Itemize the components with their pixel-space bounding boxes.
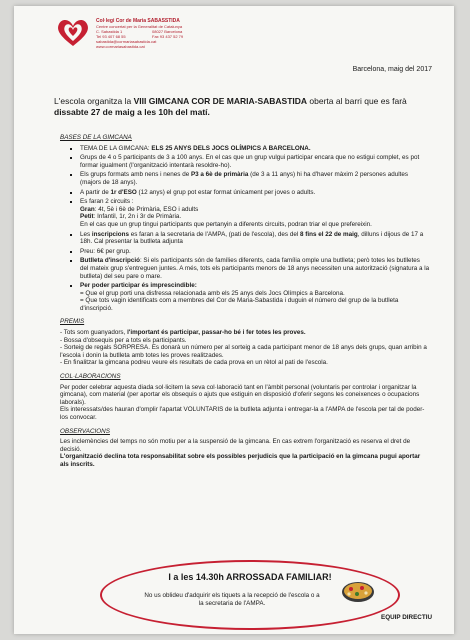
text: Els grups formats amb nens i nenes de	[80, 171, 191, 179]
observ-heading: OBSERVACIONS	[60, 427, 110, 435]
observ-text: Les inclemències del temps no són motiu per a la suspensió de la gimcana. En cas extrem l'organització es reserva el dret de decisió.	[60, 438, 411, 453]
lunch-banner	[100, 560, 400, 630]
text-bold: inscripcions	[91, 230, 129, 238]
text: Les	[80, 230, 92, 238]
letterhead-text	[96, 18, 246, 49]
circuits-note: En el cas que un grup tingui participants que pertanyin a diferents circuits, podran triar el que prefereixin.	[80, 220, 372, 228]
document-page	[14, 6, 454, 634]
website: www.cormariasabastida.cat	[96, 44, 145, 49]
circuit-big-text: : 4t, 5è i 6è de Primària, ESO i adults	[94, 205, 199, 213]
signature: EQUIP DIRECTIU	[381, 614, 432, 621]
address-line-1: C. Sabastida 1	[96, 29, 123, 34]
text: (de 3 a 11 anys) hi ha d'haver màxim 2 persones adultes (majors de 18 anys).	[80, 171, 409, 186]
list-item	[80, 282, 430, 312]
list-item	[80, 189, 430, 197]
list-item: ▪ Preu: 6€ per grup.	[80, 248, 430, 256]
prize-line: - En finalitzar la gimcana podreu veure els resultats de cada prova en un rètol al pati de l'escola.	[60, 359, 328, 367]
intro-paragraph	[54, 96, 424, 118]
email: sabastida@cormariasabastida.cat	[96, 39, 157, 44]
list-item: ▪ Grups de 4 o 5 participants de 3 a 100 anys. En el cas que un grup vulgui participar encara que no estigui complet, es pot formar igualment (l'organització intentarà resoldre-ho).	[80, 154, 430, 169]
prizes-heading: PREMIS	[60, 318, 85, 326]
prize-line	[60, 329, 430, 337]
text-bold: P3 a 6è de primària	[190, 171, 249, 179]
event-date: dissabte 27 de maig a les 10h del matí.	[54, 107, 210, 117]
address-line-2: 08027 Barcelona	[152, 29, 183, 34]
text-bold: l'important és participar, passar-ho bé i fer totes les proves.	[127, 329, 306, 337]
text-bold: 1r d'ESO	[110, 188, 137, 196]
requirement-2: = Que tots vagin identificats com a membres del Cor de Maria-Sabastida i duguin el número del grup de la butlleta d'inscripció.	[80, 297, 399, 312]
event-name: VIII GIMCANA COR DE MARIA-SABASTIDA	[133, 96, 308, 106]
collab-text: Per poder celebrar aquesta diada sol·licitem la seva col·laboració tant en l'àmbit personal (voluntaris per controlar i organitzar la gimcana), com material (per aportar els obsequis o ajuts que estiguin en disposició d'oferir segons les coneixences o ocupacions laborals).	[60, 383, 420, 406]
circuit-big-label: Gran	[80, 205, 95, 213]
circuit-big	[80, 206, 430, 214]
paella-icon	[340, 576, 376, 606]
observ-text-bold	[60, 453, 430, 468]
text-bold: L'organització declina tota responsabilitat sobre els possibles perjudicis que la participació en la gimcana pugui aportar als inscrits.	[60, 453, 421, 468]
circuit-small-label: Petit	[80, 213, 94, 221]
list-item	[80, 145, 430, 153]
requirements-heading: Per poder participar és imprescindible:	[80, 282, 197, 290]
text: , dilluns i dijous de 17 a 18h. Cal presentar la butlleta adjunta	[80, 230, 424, 246]
intro-text-1: L'escola organitza la	[54, 96, 134, 106]
list-item	[80, 171, 430, 186]
list-item	[80, 231, 430, 246]
text: (12 anys) el grup pot estar format únicament per joves o adults.	[136, 188, 316, 196]
text: A partir de	[80, 188, 111, 196]
circuits-intro: ▪ Es faran 2 circuits :	[80, 198, 134, 206]
text: - Tots som guanyadors,	[60, 329, 128, 337]
list-item	[80, 198, 430, 228]
list-item	[80, 257, 430, 280]
bases-heading: BASES DE LA GIMCANA	[60, 134, 132, 141]
circuit-small	[80, 213, 430, 221]
theme-label: TEMA DE LA GIMCANA:	[80, 144, 152, 152]
heart-logo-icon	[56, 18, 90, 48]
banner-text: No us oblideu d'adquirir els tiquets a la recepció de l'escola o a la secretaria de l'AMPA.	[144, 592, 320, 607]
fax: Fax 93 437 52 79	[152, 34, 184, 39]
text-bold: Butlleta d'inscripció	[80, 257, 140, 265]
prize-line: - Sorteig de regals SORPRESA. Es donarà un número per al sorteig a cada participant menor de 18 anys dels grups, quan arribin a l'escola i donin la butlleta amb totes les proves realitzades.	[60, 344, 427, 359]
collab-heading: COL·LABORACIONS	[60, 373, 121, 381]
school-subtitle: Centre concertat per la Generalitat de Catalunya	[96, 24, 183, 29]
document-body	[60, 134, 430, 469]
school-name: Col·legi Cor de Maria SABASSTIDA	[96, 18, 180, 24]
collab-text: Els interessats/des hauran d'omplir l'apartat VOLUNTARIS de la butlleta adjunta i entregar-la a l'AMPA de l'escola per tal de poder-los convocar.	[60, 406, 425, 421]
bases-list	[60, 145, 430, 313]
requirement-1: = Que el grup porti una disfressa relacionada amb els 25 anys dels Jocs Olímpics a Barcelona.	[80, 289, 345, 297]
text: es faran a la secretaria de l'AMPA, (pati de l'escola), des del	[129, 230, 300, 238]
phone: Tel 93 407 68 55	[96, 34, 126, 39]
text-bold: 8 fins el 22 de maig	[300, 230, 358, 238]
prize-line: - Bossa d'obsequis per a tots els participants.	[60, 336, 187, 344]
circuit-small-text: : Infantil, 1r, 2n i 3r de Primària.	[93, 213, 182, 221]
intro-text-2: oberta al barri que es farà	[307, 96, 407, 106]
theme-value: ELS 25 ANYS DELS JOCS OLÍMPICS A BARCELONA.	[151, 144, 311, 152]
text: : Si els participants són de famílies diferents, cada família omple una butlleta; però totes les butlletes del mateix grup s'entreguen juntes. A més, tots els participants menors de 18 anys necessiten una autorització (signatura a la butlleta) del seu pare o mare.	[80, 257, 430, 280]
dateline: Barcelona, maig del 2017	[352, 66, 432, 73]
banner-title: I a les 14.30h ARROSSADA FAMILIAR!	[168, 572, 332, 582]
